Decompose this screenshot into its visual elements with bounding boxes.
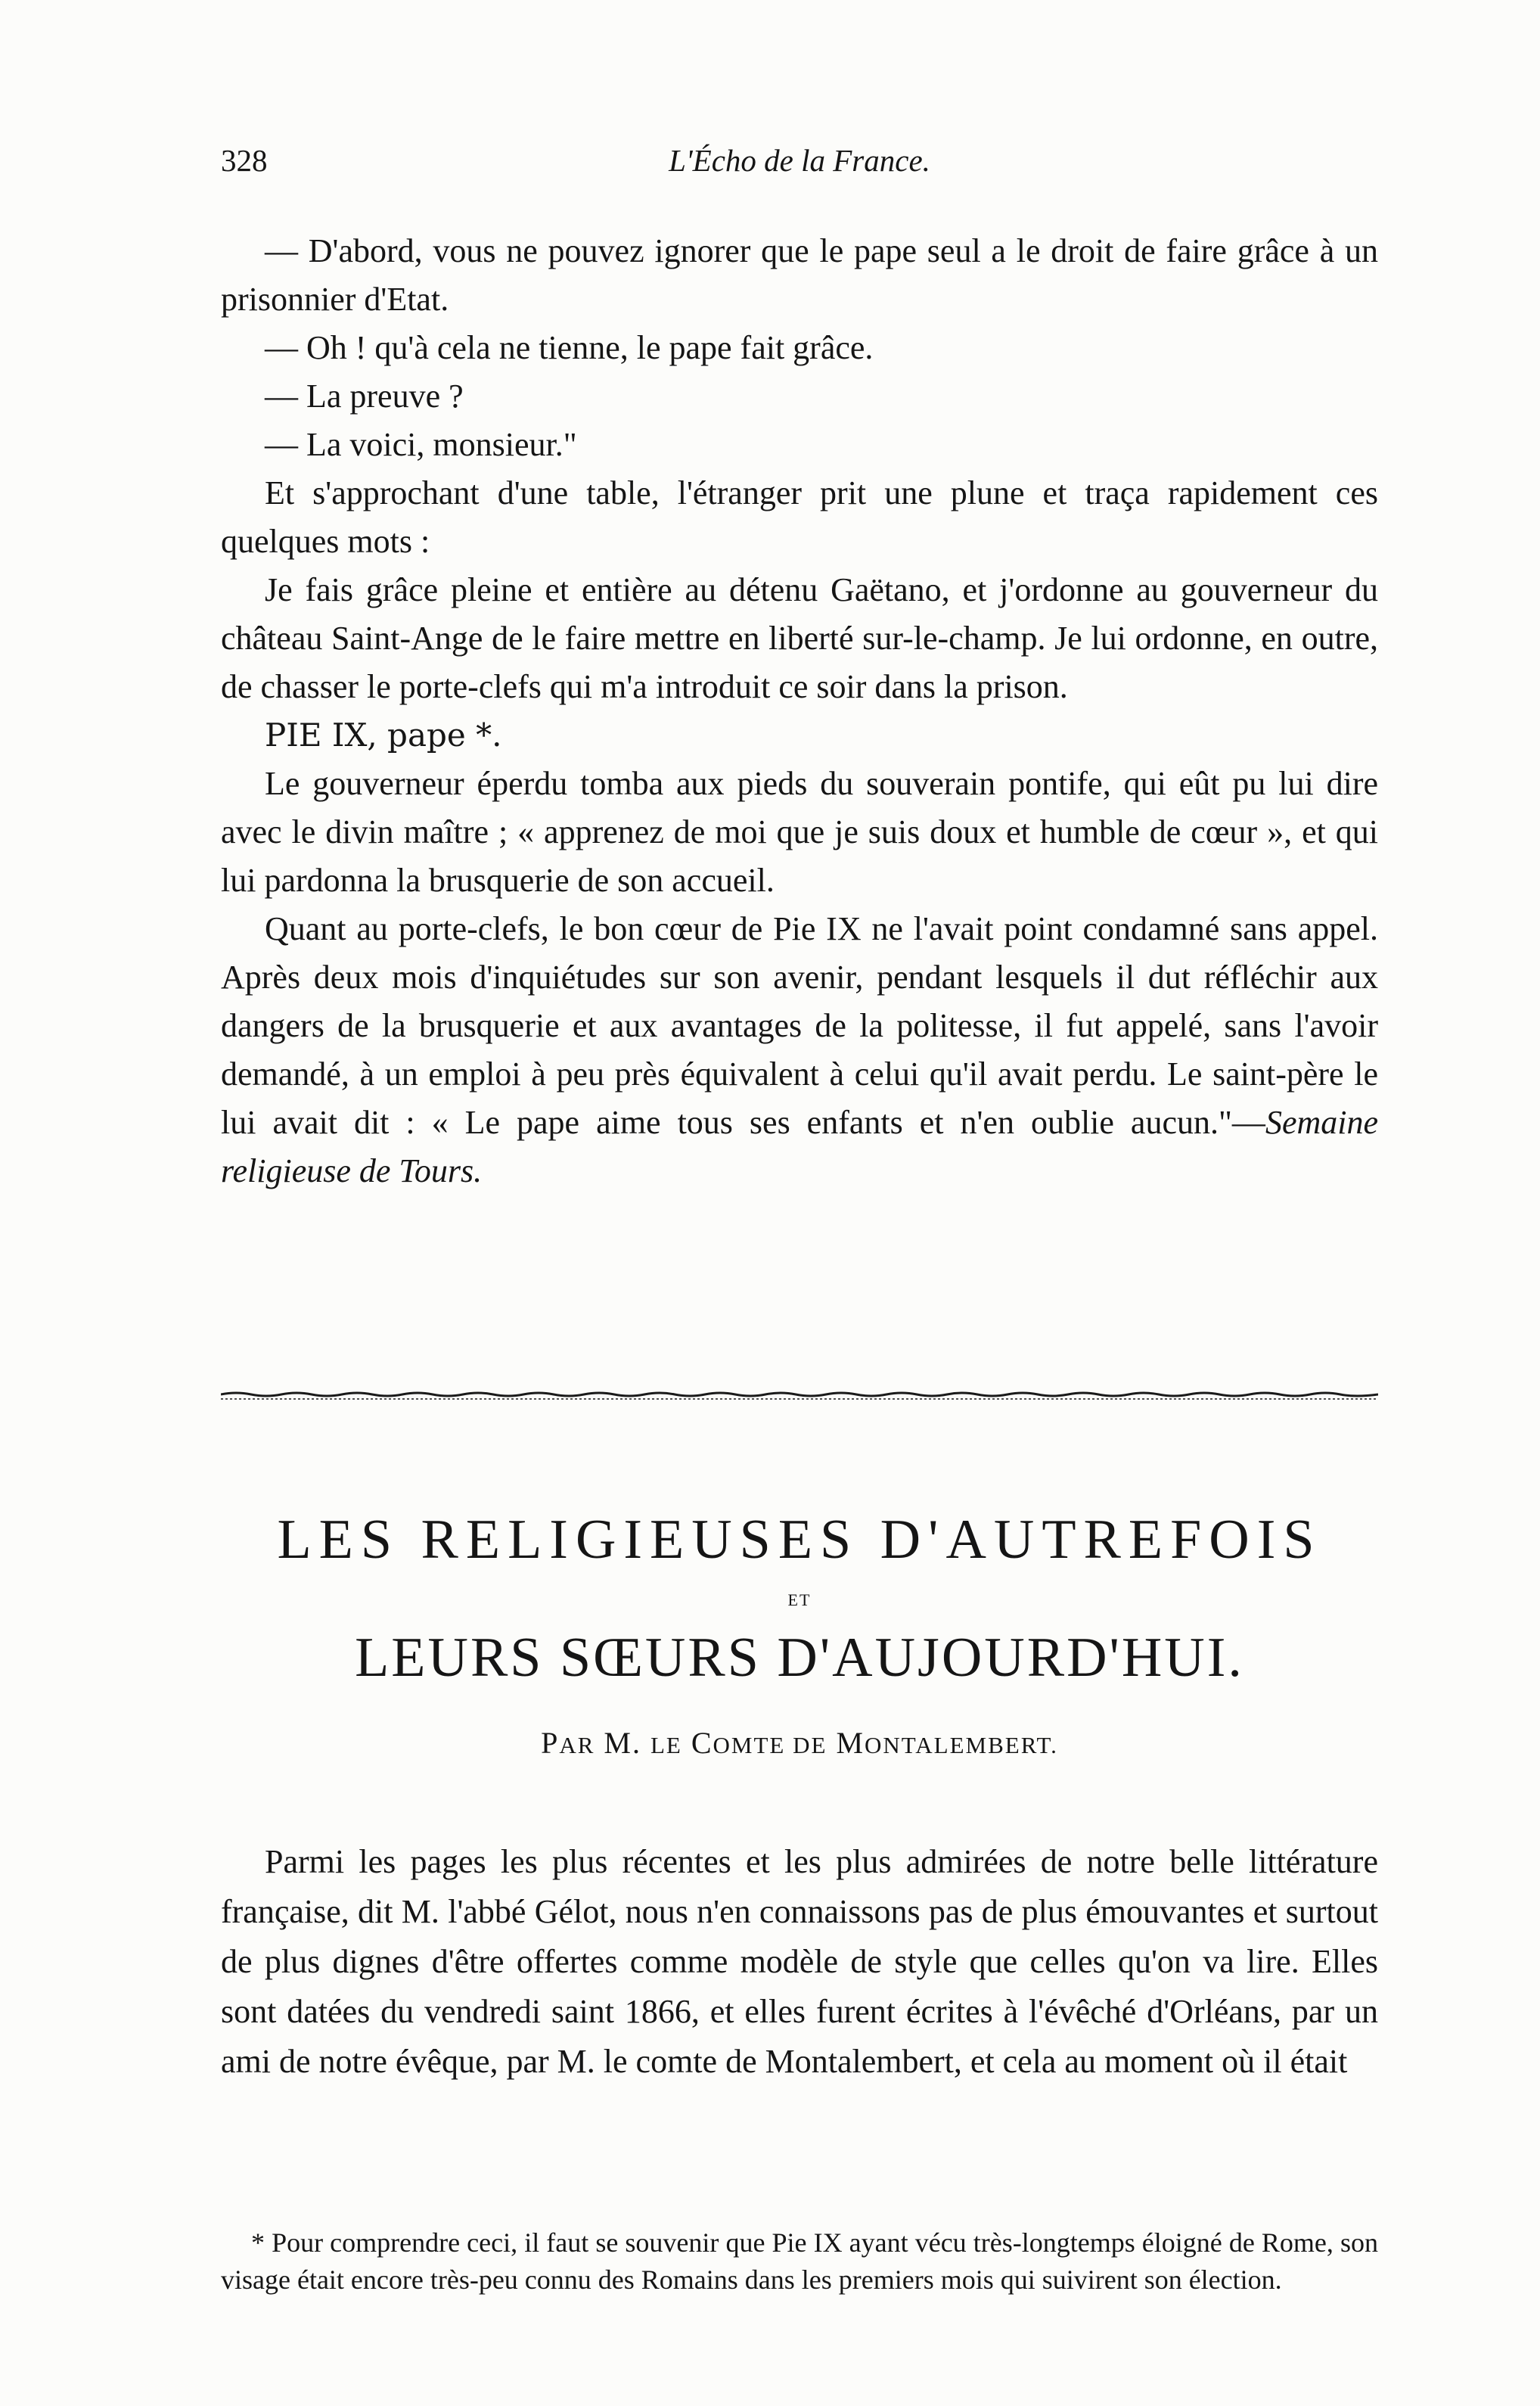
source-citation: Semaine religieuse de Tours. bbox=[221, 1104, 1378, 1189]
footnote bbox=[221, 2224, 1378, 2299]
paragraph-porte-clefs bbox=[221, 905, 1378, 1195]
article-text bbox=[221, 1837, 1378, 2087]
article-title-conjunction: ET bbox=[787, 1590, 812, 1609]
narration-paragraph: Et s'approchant d'une table, l'étranger prit une plune et traça rapidement ces quelques mots : bbox=[221, 474, 1378, 560]
dialogue-line: — La preuve ? bbox=[265, 378, 464, 415]
section-divider bbox=[221, 1391, 1378, 1401]
page-number: 328 bbox=[221, 143, 268, 178]
dialogue-line: — La voici, monsieur." bbox=[265, 426, 577, 463]
article-title-block bbox=[221, 1506, 1378, 1761]
paragraph-gouverneur: Le gouverneur éperdu tomba aux pieds du souverain pontife, qui eût pu lui dire avec le divin maître ; « apprenez de moi que je suis doux et humble de cœur », et qui lui pardonna la brusquerie de son accueil. bbox=[221, 765, 1378, 899]
story-text bbox=[221, 227, 1378, 1195]
article-opening-paragraph: Parmi les pages les plus récentes et les plus admirées de notre belle littérature française, dit M. l'abbé Gélot, nous n'en connaissons pas de plus émouvantes et surtout de plus dignes d'être offertes comme modèle de style que celles qu'on va lire. Elles sont datées du vendredi saint 1866, et elles furent écrites à l'évêché d'Orléans, par un ami de notre évêque, par M. le comte de Montalembert, et cela au moment où il était bbox=[221, 1843, 1378, 2080]
running-title: L'Écho de la France. bbox=[669, 143, 930, 178]
paragraph-porte-clefs-text: Quant au porte-clefs, le bon cœur de Pie IX ne l'avait point condamné sans appel. Après deux mois d'inquiétudes sur son avenir, pendant lesquels il dut réfléchir aux dangers de la brusquerie et aux avantages de la politesse, il fut appelé, sans l'avoir demandé, à un emploi à peu près équivalent à celui qu'il avait perdu. Le saint-père le lui avait dit : « Le pape aime tous ses enfants et n'en oublie aucun."— bbox=[221, 910, 1378, 1141]
page-header bbox=[221, 142, 1378, 188]
footnote-text: * Pour comprendre ceci, il faut se souvenir que Pie IX ayant vécu très-longtemps éloigné de Rome, son visage était encore très-peu connu des Romains dans les premiers mois qui suivirent son élection. bbox=[221, 2227, 1378, 2295]
dialogue-line: — D'abord, vous ne pouvez ignorer que le pape seul a le droit de faire grâce à un prisonnier d'Etat. bbox=[221, 232, 1378, 318]
dialogue-line: — Oh ! qu'à cela ne tienne, le pape fait grâce. bbox=[265, 329, 874, 366]
article-title-line-2: LEURS SŒURS D'AUJOURD'HUI. bbox=[355, 1627, 1244, 1689]
article-byline: PAR M. LE COMTE DE MONTALEMBERT. bbox=[541, 1726, 1058, 1760]
article-title-line-1: LES RELIGIEUSES D'AUTREFOIS bbox=[277, 1509, 1322, 1571]
pope-signature: PIE IX, pape *. bbox=[265, 717, 502, 754]
pardon-note: Je fais grâce pleine et entière au détenu Gaëtano, et j'ordonne au gouverneur du château Saint-Ange de le faire mettre en liberté sur-le-champ. Je lui ordonne, en outre, de chasser le porte-clefs qui m'a introduit ce soir dans la prison. bbox=[221, 571, 1378, 705]
